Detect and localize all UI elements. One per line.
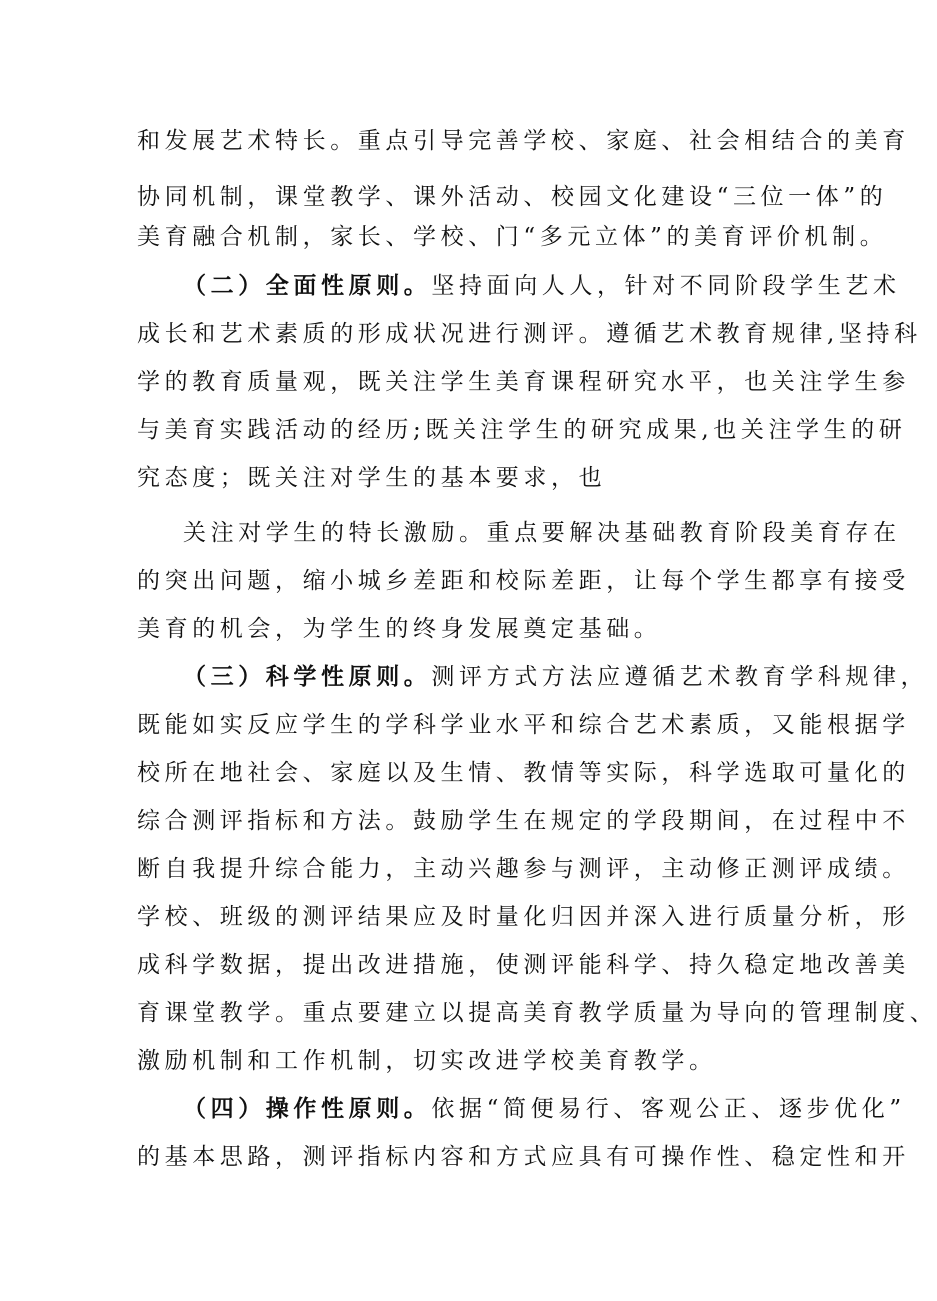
text-line: 美育的机会，为学生的终身发展奠定基础。	[137, 616, 662, 642]
paragraph-first-line	[183, 1094, 906, 1124]
text-span: 测评方式方法应遵循艺术教育学科规律，	[431, 664, 929, 690]
text-line: 断自我提升综合能力，主动兴趣参与测评，主动修正测评成绩。	[137, 856, 910, 882]
text-line: 协同机制，课堂教学、课外活动、校园文化建设“三位一体”的	[137, 184, 888, 210]
section-heading-operability: （四）操作性原则。	[183, 1095, 432, 1122]
paragraph-first-line	[183, 662, 929, 692]
text-line: 综合测评指标和方法。鼓励学生在规定的学段期间，在过程中不	[137, 808, 910, 834]
text-line: 的突出问题，缩小城乡差距和校际差距，让每个学生都享有接受	[137, 568, 910, 594]
text-span: 依据“简便易行、客观公正、逐步优化”	[431, 1096, 906, 1122]
text-line: 与美育实践活动的经历;既关注学生的研究成果,也关注学生的研	[137, 417, 907, 443]
text-line: 成科学数据，提出改进措施，使测评能科学、持久稳定地改善美	[137, 952, 910, 978]
text-line: 关注对学生的特长激励。重点要解决基础教育阶段美育存在	[183, 520, 901, 546]
text-line: 校所在地社会、家庭以及生情、教情等实际，科学选取可量化的	[137, 760, 910, 786]
text-line: 成长和艺术素质的形成状况进行测评。遵循艺术教育规律,坚持科	[137, 321, 922, 347]
text-line: 育课堂教学。重点要建立以提高美育教学质量为导向的管理制度、	[137, 1000, 937, 1026]
text-line: 既能如实反应学生的学科学业水平和综合艺术素质，又能根据学	[137, 712, 910, 738]
section-heading-comprehensive: （二）全面性原则。	[183, 272, 432, 299]
text-line: 和发展艺术特长。重点引导完善学校、家庭、社会相结合的美育	[137, 128, 910, 154]
text-line: 学校、班级的测评结果应及时量化归因并深入进行质量分析，形	[137, 904, 910, 930]
text-line: 激励机制和工作机制，切实改进学校美育教学。	[137, 1048, 717, 1074]
text-line: 美育融合机制，家长、学校、门“多元立体”的美育评价机制。	[137, 224, 888, 250]
text-span: 坚持面向人人，针对不同阶段学生艺术	[431, 273, 901, 299]
section-heading-scientific: （三）科学性原则。	[183, 663, 432, 690]
paragraph-first-line	[183, 271, 901, 301]
text-line: 究态度；既关注对学生的基本要求，也	[137, 465, 607, 491]
text-line: 的基本思路，测评指标内容和方式应具有可操作性、稳定性和开	[137, 1144, 910, 1170]
text-line: 学的教育质量观，既关注学生美育课程研究水平，也关注学生参	[137, 369, 910, 395]
